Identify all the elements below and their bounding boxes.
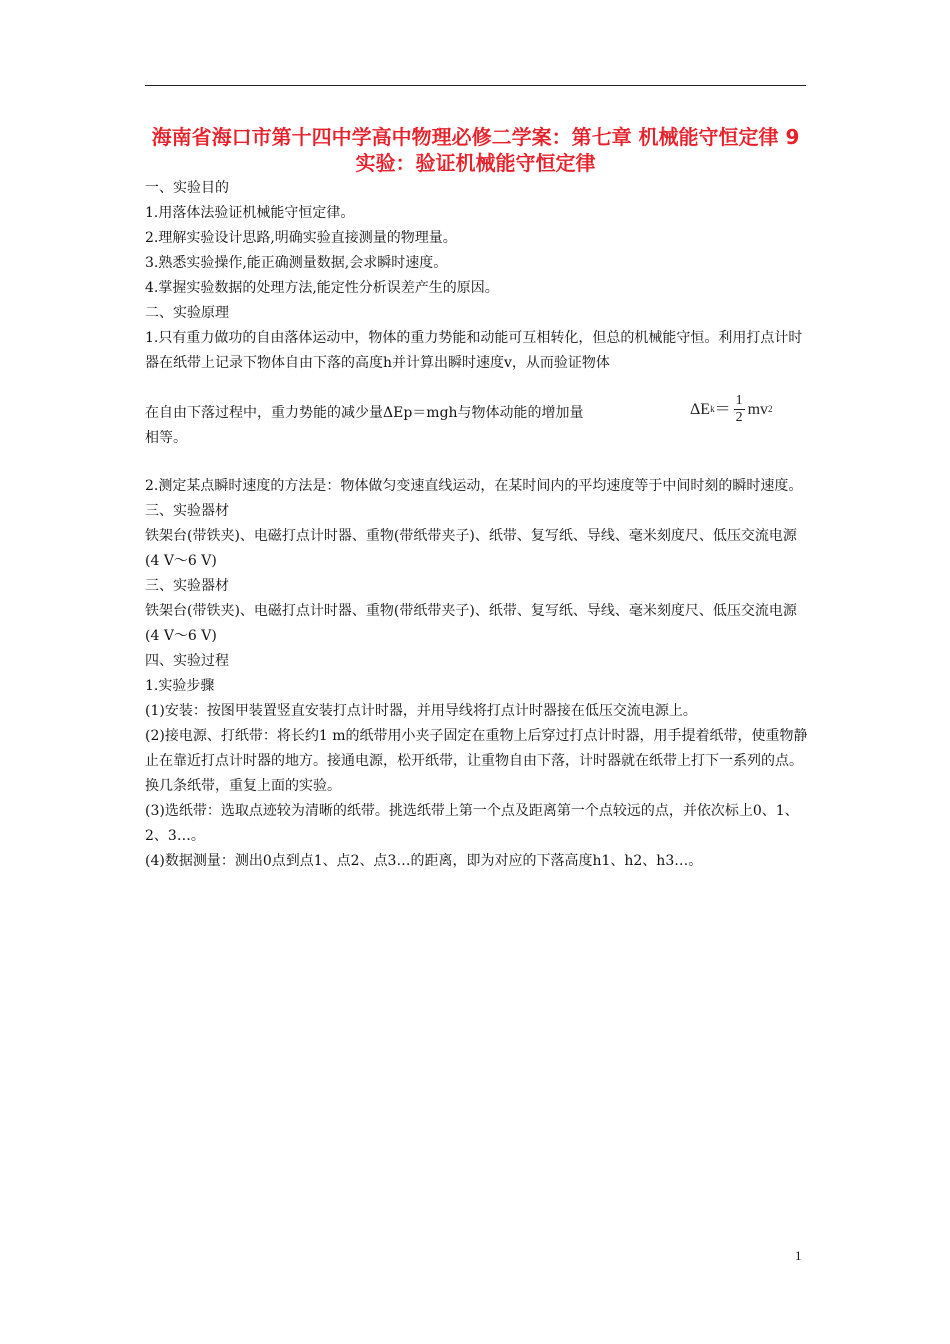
- formula-sup-2: 2: [768, 404, 773, 414]
- principle-formula-block: [145, 393, 810, 449]
- formula-denominator: 2: [735, 410, 743, 425]
- page-number: 1: [795, 1248, 802, 1263]
- procedure-step-2: (2)接电源、打纸带：将长约1 m的纸带用小夹子固定在重物上后穿过打点计时器，用手提着纸带，使重物静止在靠近打点计时器的地方。接通电源，松开纸带，让重物自由下落，计时器就在纸带上打下一系列的点。换几条纸带，重复上面的实验。: [145, 728, 808, 794]
- section-heading-equipment: 三、实验器材: [145, 503, 229, 519]
- section-heading-principle: 二、实验原理: [145, 305, 229, 321]
- procedure-step-3: (3)选纸带：选取点迹较为清晰的纸带。挑选纸带上第一个点及距离第一个点较远的点，并依次标上0、1、2、3…。: [145, 803, 799, 844]
- purpose-item-1: 1.用落体法验证机械能守恒定律。: [145, 205, 355, 221]
- section-heading-procedure: 四、实验过程: [145, 653, 229, 669]
- principle-paragraph-1: 1.只有重力做功的自由落体运动中，物体的重力势能和动能可互相转化，但总的机械能守恒。利用打点计时器在纸带上记录下物体自由下落的高度h并计算出瞬时速度v，从而验证物体: [145, 330, 803, 371]
- procedure-step-4: (4)数据测量：测出0点到点1、点2、点3…的距离，即为对应的下落高度h1、h2、h3…。: [145, 853, 703, 869]
- equipment-list-repeat: 铁架台(带铁夹)、电磁打点计时器、重物(带纸带夹子)、纸带、复写纸、导线、毫米刻度尺、低压交流电源(4 V～6 V): [145, 603, 797, 644]
- formula-fraction: [734, 393, 745, 426]
- purpose-item-4: 4.掌握实验数据的处理方法,能定性分析误差产生的原因。: [145, 280, 499, 296]
- procedure-step-1: (1)安装：按图甲装置竖直安装打点计时器，并用导线将打点计时器接在低压交流电源上。: [145, 703, 697, 719]
- procedure-subheading: 1.实验步骤: [145, 678, 215, 694]
- section-heading-equipment-repeat: 三、实验器材: [145, 578, 229, 594]
- kinetic-energy-formula: [690, 393, 773, 426]
- principle-paragraph-1-continued: 在自由下落过程中，重力势能的减少量ΔEp＝mgh与物体动能的增加量: [145, 405, 584, 421]
- principle-paragraph-1-end: 相等。: [145, 430, 187, 446]
- document-title: 海南省海口市第十四中学高中物理必修二学案：第七章 机械能守恒定律 9实验：验证机械能守恒定律: [151, 125, 800, 175]
- principle-paragraph-2: 2.测定某点瞬时速度的方法是：物体做匀变速直线运动，在某时间内的平均速度等于中间时刻的瞬时速度。: [145, 478, 803, 494]
- section-heading-purpose: 一、实验目的: [145, 180, 229, 196]
- formula-delta-e: ΔE: [690, 401, 711, 418]
- formula-mv: mv: [747, 401, 769, 418]
- equipment-list: 铁架台(带铁夹)、电磁打点计时器、重物(带纸带夹子)、纸带、复写纸、导线、毫米刻度尺、低压交流电源(4 V～6 V): [145, 528, 797, 569]
- formula-numerator: 1: [735, 393, 743, 408]
- formula-equals: ＝: [714, 401, 731, 418]
- header-rule: [145, 85, 806, 86]
- purpose-item-2: 2.理解实验设计思路,明确实验直接测量的物理量。: [145, 230, 457, 246]
- formula-sub-k: k: [710, 404, 715, 414]
- purpose-item-3: 3.熟悉实验操作,能正确测量数据,会求瞬时速度。: [145, 255, 448, 271]
- document-body: [145, 176, 810, 874]
